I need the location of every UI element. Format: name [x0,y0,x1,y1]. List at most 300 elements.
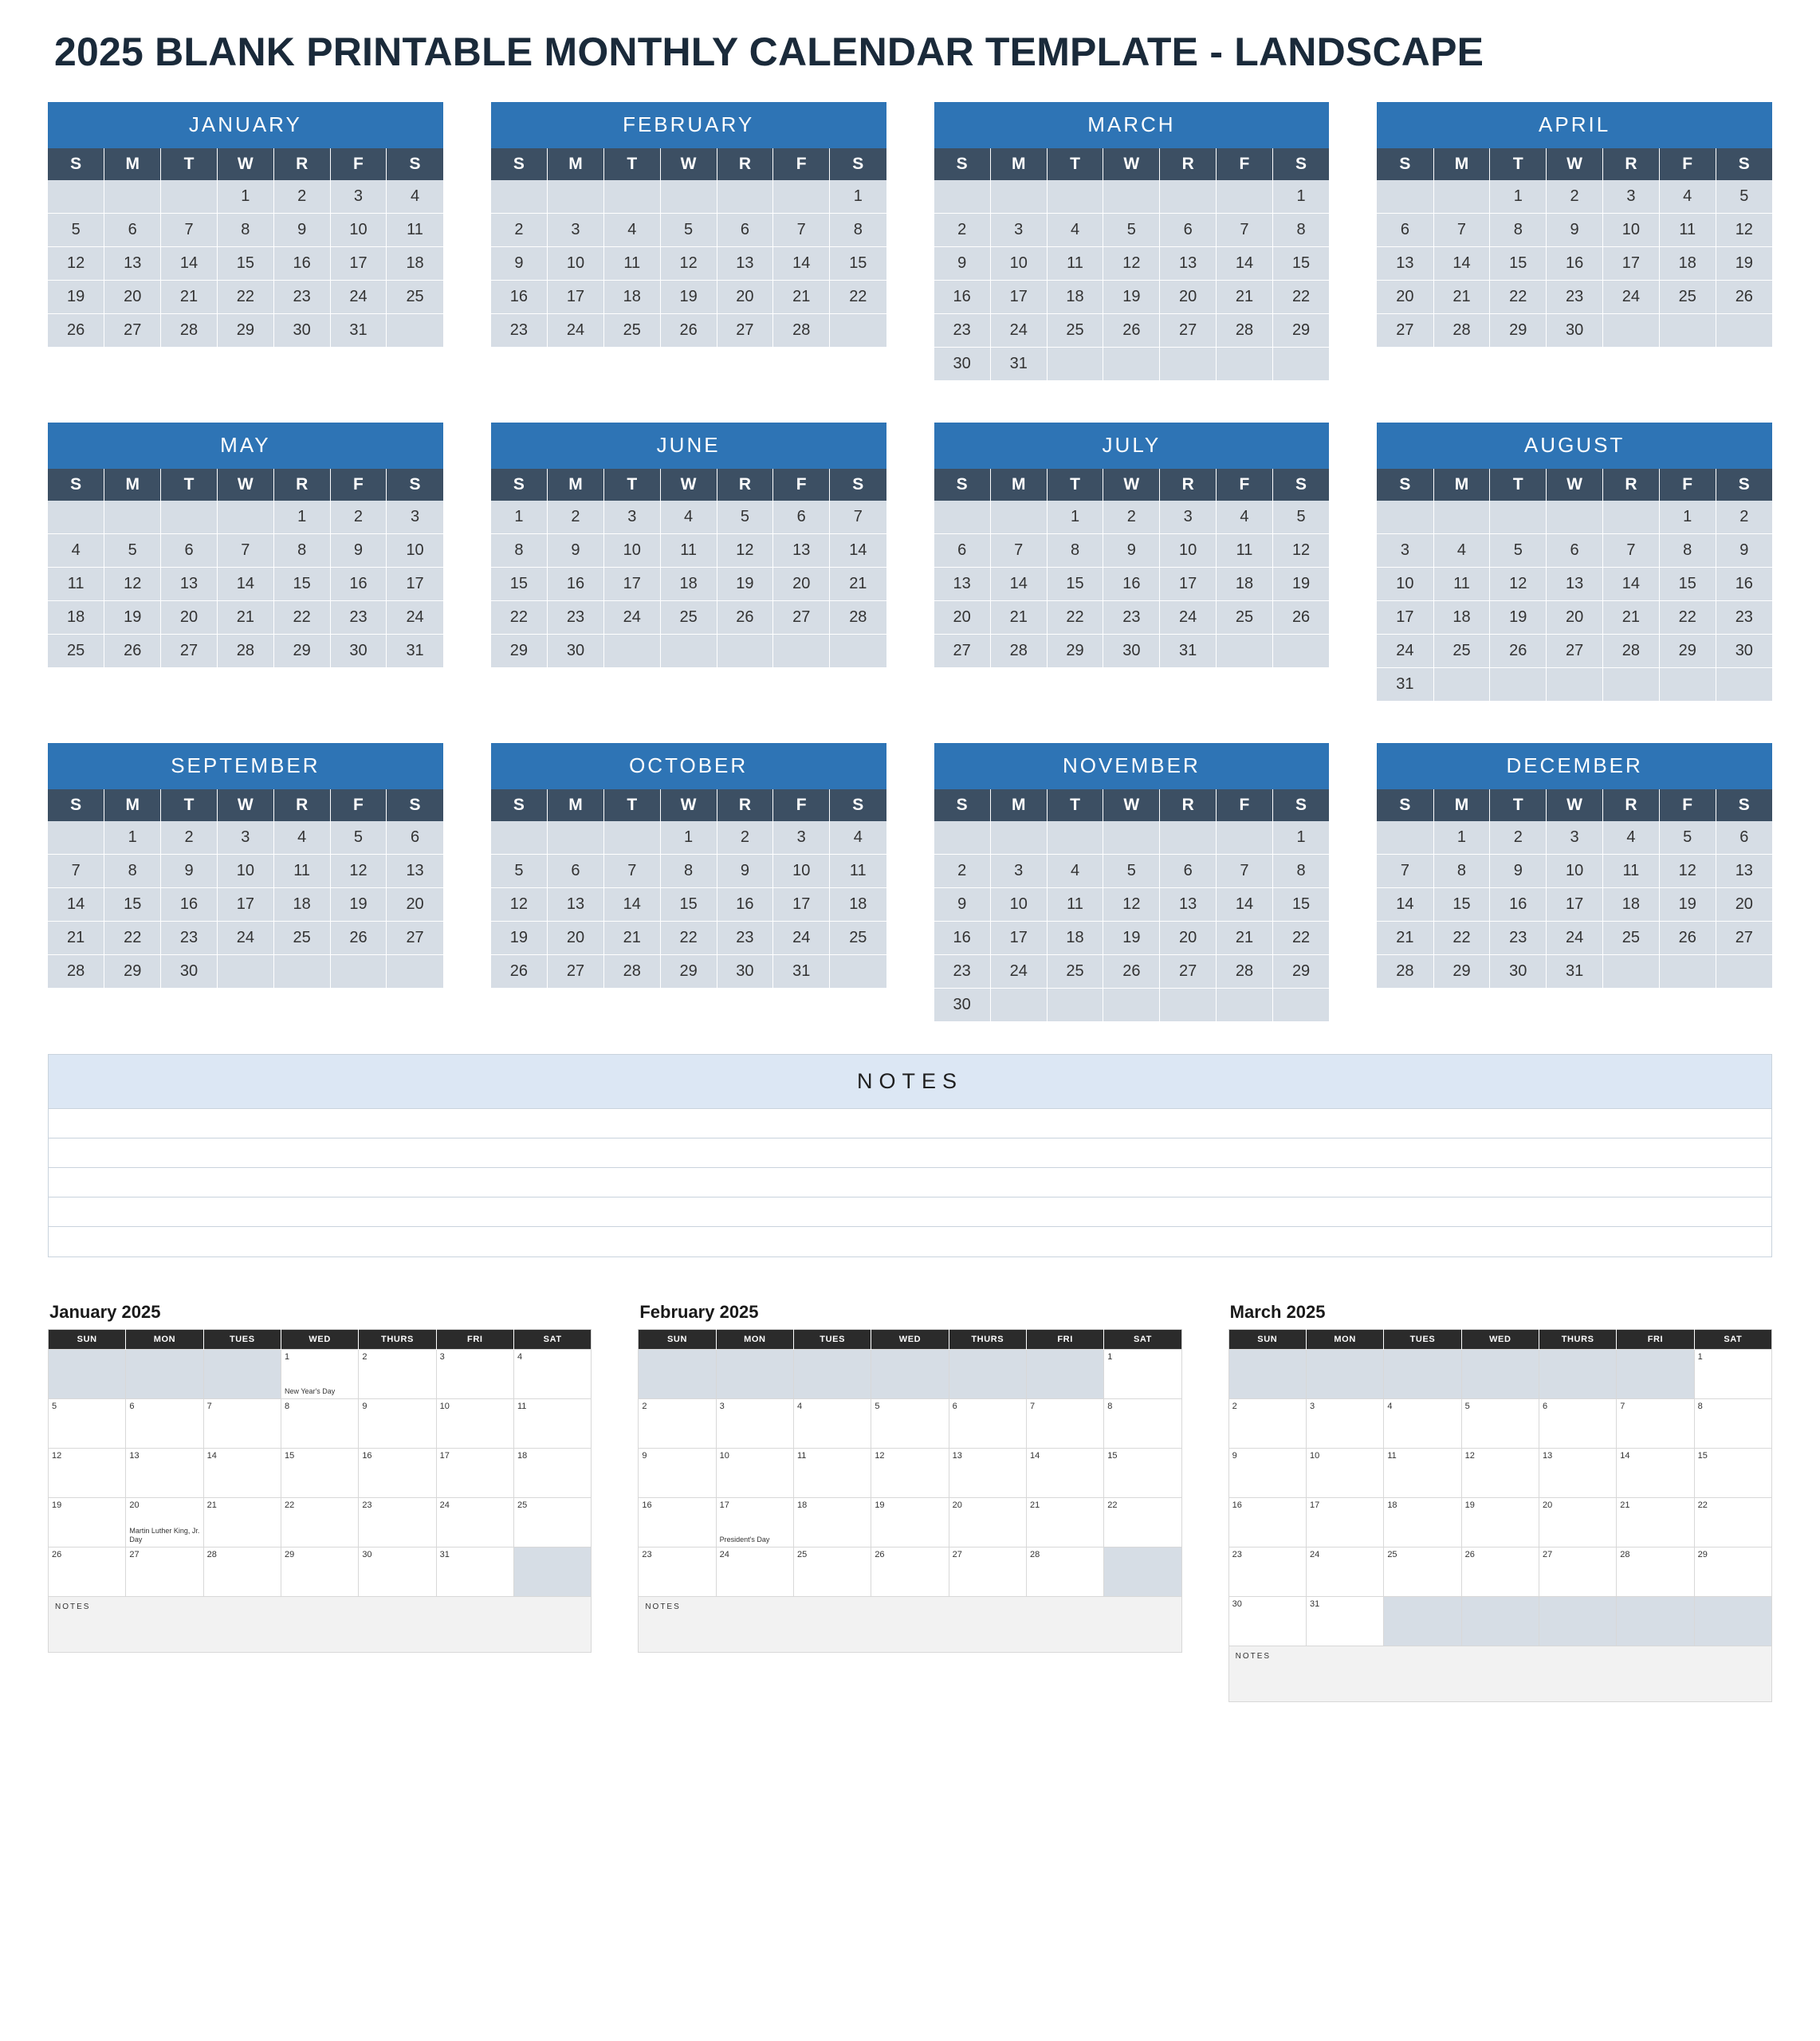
mini-day-cell[interactable]: 22 [1272,922,1329,955]
mini-day-cell[interactable]: 9 [934,247,991,281]
mini-day-cell[interactable]: 10 [1377,568,1433,601]
mini-day-cell[interactable]: 31 [1377,668,1433,702]
detail-day-cell[interactable] [359,1350,436,1399]
mini-day-cell[interactable]: 30 [1547,314,1603,348]
mini-day-cell[interactable]: 9 [548,534,604,568]
mini-day-cell[interactable]: 15 [1272,888,1329,922]
mini-day-cell[interactable]: 7 [48,855,104,888]
mini-day-cell[interactable]: 20 [1160,922,1217,955]
mini-day-cell[interactable]: 8 [1272,214,1329,247]
mini-day-cell[interactable]: 10 [548,247,604,281]
mini-day-cell[interactable]: 2 [1490,821,1547,855]
mini-day-cell[interactable]: 21 [603,922,660,955]
mini-day-cell[interactable]: 20 [1716,888,1772,922]
mini-day-cell[interactable]: 13 [1377,247,1433,281]
mini-day-cell[interactable]: 4 [1047,855,1103,888]
mini-day-cell[interactable]: 28 [217,635,273,668]
mini-day-cell[interactable]: 18 [1047,281,1103,314]
mini-day-cell[interactable]: 6 [1160,214,1217,247]
mini-day-cell[interactable]: 27 [387,922,443,955]
mini-day-cell[interactable]: 15 [104,888,161,922]
mini-day-cell[interactable]: 5 [717,501,773,534]
mini-day-cell[interactable]: 28 [1217,955,1273,989]
detail-day-cell[interactable] [359,1547,436,1597]
mini-day-cell[interactable]: 14 [1217,247,1273,281]
mini-day-cell[interactable]: 14 [990,568,1047,601]
mini-day-cell[interactable]: 3 [773,821,830,855]
mini-day-cell[interactable]: 25 [48,635,104,668]
mini-day-cell[interactable]: 8 [660,855,717,888]
mini-day-cell[interactable]: 28 [1377,955,1433,989]
notes-line[interactable] [49,1138,1771,1168]
mini-day-cell[interactable]: 2 [491,214,548,247]
mini-day-cell[interactable]: 28 [773,314,830,348]
mini-day-cell[interactable]: 19 [1272,568,1329,601]
detail-day-cell[interactable] [949,1498,1026,1547]
mini-day-cell[interactable]: 16 [330,568,387,601]
mini-day-cell[interactable]: 14 [603,888,660,922]
mini-day-cell[interactable]: 8 [1272,855,1329,888]
detail-day-cell[interactable] [716,1547,793,1597]
notes-lines[interactable] [49,1109,1771,1256]
detail-day-cell[interactable] [1026,1547,1103,1597]
mini-day-cell[interactable]: 30 [161,955,218,989]
detail-day-cell[interactable] [716,1498,793,1547]
mini-day-cell[interactable]: 16 [1103,568,1160,601]
mini-day-cell[interactable]: 20 [104,281,161,314]
mini-day-cell[interactable]: 25 [273,922,330,955]
mini-day-cell[interactable]: 13 [1160,247,1217,281]
mini-day-cell[interactable]: 6 [1547,534,1603,568]
mini-day-cell[interactable]: 3 [1603,180,1660,214]
mini-day-cell[interactable]: 20 [548,922,604,955]
mini-day-cell[interactable]: 11 [1217,534,1273,568]
mini-day-cell[interactable]: 31 [1547,955,1603,989]
mini-day-cell[interactable]: 30 [1490,955,1547,989]
mini-day-cell[interactable]: 31 [387,635,443,668]
mini-day-cell[interactable]: 17 [330,247,387,281]
mini-day-cell[interactable]: 1 [660,821,717,855]
detail-day-cell[interactable] [1384,1547,1461,1597]
mini-day-cell[interactable]: 12 [1490,568,1547,601]
mini-day-cell[interactable]: 28 [603,955,660,989]
mini-day-cell[interactable]: 22 [217,281,273,314]
mini-day-cell[interactable]: 13 [934,568,991,601]
mini-day-cell[interactable]: 3 [603,501,660,534]
mini-day-cell[interactable]: 16 [717,888,773,922]
mini-day-cell[interactable]: 20 [1547,601,1603,635]
detail-day-cell[interactable] [1306,1399,1383,1449]
mini-day-cell[interactable]: 4 [273,821,330,855]
mini-day-cell[interactable]: 18 [1659,247,1716,281]
detail-day-cell[interactable] [49,1399,126,1449]
mini-day-cell[interactable]: 14 [1603,568,1660,601]
mini-day-cell[interactable]: 26 [330,922,387,955]
mini-day-cell[interactable]: 13 [1716,855,1772,888]
mini-day-cell[interactable]: 1 [1433,821,1490,855]
detail-day-cell[interactable] [49,1449,126,1498]
detail-day-cell[interactable] [1384,1449,1461,1498]
detail-day-cell[interactable] [281,1498,358,1547]
detail-day-cell[interactable] [639,1449,716,1498]
mini-day-cell[interactable]: 29 [1490,314,1547,348]
mini-day-cell[interactable]: 20 [1377,281,1433,314]
mini-day-cell[interactable]: 29 [273,635,330,668]
mini-day-cell[interactable]: 23 [1716,601,1772,635]
mini-day-cell[interactable]: 12 [1716,214,1772,247]
mini-day-cell[interactable]: 4 [1047,214,1103,247]
detail-day-cell[interactable] [1104,1350,1181,1399]
mini-day-cell[interactable]: 18 [387,247,443,281]
mini-day-cell[interactable]: 6 [104,214,161,247]
mini-day-cell[interactable]: 3 [1160,501,1217,534]
detail-day-cell[interactable] [1026,1449,1103,1498]
mini-day-cell[interactable]: 19 [660,281,717,314]
mini-day-cell[interactable]: 5 [330,821,387,855]
mini-day-cell[interactable]: 9 [717,855,773,888]
mini-day-cell[interactable]: 4 [660,501,717,534]
mini-day-cell[interactable]: 24 [990,314,1047,348]
detail-day-cell[interactable] [871,1498,949,1547]
detail-day-cell[interactable] [871,1449,949,1498]
mini-day-cell[interactable]: 15 [1047,568,1103,601]
mini-day-cell[interactable]: 14 [1217,888,1273,922]
detail-day-cell[interactable] [203,1547,281,1597]
mini-day-cell[interactable]: 24 [1160,601,1217,635]
mini-day-cell[interactable]: 16 [548,568,604,601]
mini-day-cell[interactable]: 15 [273,568,330,601]
mini-day-cell[interactable]: 20 [773,568,830,601]
mini-day-cell[interactable]: 8 [217,214,273,247]
mini-day-cell[interactable]: 29 [1433,955,1490,989]
mini-day-cell[interactable]: 23 [273,281,330,314]
mini-day-cell[interactable]: 10 [1603,214,1660,247]
mini-day-cell[interactable]: 17 [1547,888,1603,922]
detail-day-cell[interactable] [203,1498,281,1547]
detail-day-cell[interactable] [436,1449,513,1498]
mini-day-cell[interactable]: 17 [603,568,660,601]
mini-day-cell[interactable]: 18 [1217,568,1273,601]
detail-day-cell[interactable] [716,1399,793,1449]
mini-day-cell[interactable]: 21 [1217,922,1273,955]
mini-day-cell[interactable]: 12 [717,534,773,568]
mini-day-cell[interactable]: 3 [1377,534,1433,568]
mini-day-cell[interactable]: 29 [1272,955,1329,989]
mini-day-cell[interactable]: 5 [1103,214,1160,247]
mini-day-cell[interactable]: 24 [548,314,604,348]
mini-day-cell[interactable]: 14 [48,888,104,922]
mini-day-cell[interactable]: 13 [1547,568,1603,601]
detail-day-cell[interactable] [436,1399,513,1449]
mini-day-cell[interactable]: 3 [990,214,1047,247]
mini-day-cell[interactable]: 29 [104,955,161,989]
detail-day-cell[interactable] [949,1547,1026,1597]
mini-day-cell[interactable]: 21 [990,601,1047,635]
mini-day-cell[interactable]: 11 [1603,855,1660,888]
mini-day-cell[interactable]: 6 [717,214,773,247]
mini-day-cell[interactable]: 16 [161,888,218,922]
mini-day-cell[interactable]: 15 [217,247,273,281]
mini-day-cell[interactable]: 22 [104,922,161,955]
mini-day-cell[interactable]: 17 [217,888,273,922]
mini-day-cell[interactable]: 27 [104,314,161,348]
mini-day-cell[interactable]: 14 [830,534,886,568]
mini-day-cell[interactable]: 19 [1103,281,1160,314]
mini-day-cell[interactable]: 20 [1160,281,1217,314]
mini-day-cell[interactable]: 25 [603,314,660,348]
mini-day-cell[interactable]: 3 [387,501,443,534]
detail-day-cell[interactable] [281,1399,358,1449]
mini-day-cell[interactable]: 14 [1377,888,1433,922]
mini-day-cell[interactable]: 4 [1217,501,1273,534]
mini-day-cell[interactable]: 9 [161,855,218,888]
mini-day-cell[interactable]: 19 [1659,888,1716,922]
mini-day-cell[interactable]: 6 [161,534,218,568]
mini-day-cell[interactable]: 7 [1217,214,1273,247]
mini-day-cell[interactable]: 26 [1272,601,1329,635]
notes-line[interactable] [49,1168,1771,1197]
mini-day-cell[interactable]: 31 [1160,635,1217,668]
mini-day-cell[interactable]: 11 [603,247,660,281]
mini-day-cell[interactable]: 12 [1103,247,1160,281]
mini-day-cell[interactable]: 3 [990,855,1047,888]
mini-day-cell[interactable]: 18 [1603,888,1660,922]
mini-day-cell[interactable]: 12 [491,888,548,922]
mini-day-cell[interactable]: 15 [660,888,717,922]
mini-day-cell[interactable]: 2 [1103,501,1160,534]
detail-day-cell[interactable] [949,1399,1026,1449]
mini-day-cell[interactable]: 28 [1603,635,1660,668]
detail-day-cell[interactable] [281,1547,358,1597]
mini-day-cell[interactable]: 6 [1160,855,1217,888]
mini-day-cell[interactable]: 3 [1547,821,1603,855]
mini-day-cell[interactable]: 24 [330,281,387,314]
detail-day-cell[interactable] [1694,1449,1771,1498]
mini-day-cell[interactable]: 20 [161,601,218,635]
detail-day-cell[interactable] [126,1399,203,1449]
detail-day-cell[interactable] [359,1449,436,1498]
mini-day-cell[interactable]: 12 [660,247,717,281]
mini-day-cell[interactable]: 27 [717,314,773,348]
mini-day-cell[interactable]: 19 [1716,247,1772,281]
detail-day-cell[interactable] [1026,1498,1103,1547]
mini-day-cell[interactable]: 13 [773,534,830,568]
mini-day-cell[interactable]: 16 [273,247,330,281]
detail-day-cell[interactable] [1228,1597,1306,1646]
mini-day-cell[interactable]: 30 [934,989,991,1022]
mini-day-cell[interactable]: 14 [217,568,273,601]
mini-day-cell[interactable]: 10 [387,534,443,568]
mini-day-cell[interactable]: 4 [603,214,660,247]
mini-day-cell[interactable]: 24 [1603,281,1660,314]
mini-day-cell[interactable]: 2 [717,821,773,855]
detail-day-cell[interactable] [436,1498,513,1547]
mini-day-cell[interactable]: 26 [491,955,548,989]
mini-day-cell[interactable]: 29 [1047,635,1103,668]
mini-day-cell[interactable]: 8 [1047,534,1103,568]
mini-day-cell[interactable]: 23 [330,601,387,635]
mini-day-cell[interactable]: 16 [1547,247,1603,281]
mini-day-cell[interactable]: 2 [330,501,387,534]
detail-day-cell[interactable] [716,1449,793,1498]
mini-day-cell[interactable]: 25 [1659,281,1716,314]
mini-day-cell[interactable]: 27 [1160,314,1217,348]
detail-day-cell[interactable] [1228,1399,1306,1449]
mini-day-cell[interactable]: 7 [1603,534,1660,568]
mini-day-cell[interactable]: 18 [48,601,104,635]
mini-day-cell[interactable]: 6 [1716,821,1772,855]
mini-day-cell[interactable]: 22 [1659,601,1716,635]
mini-day-cell[interactable]: 11 [387,214,443,247]
mini-day-cell[interactable]: 19 [330,888,387,922]
mini-day-cell[interactable]: 17 [1377,601,1433,635]
mini-day-cell[interactable]: 4 [387,180,443,214]
mini-day-cell[interactable]: 2 [548,501,604,534]
mini-day-cell[interactable]: 15 [1272,247,1329,281]
mini-day-cell[interactable]: 16 [934,922,991,955]
mini-day-cell[interactable]: 19 [717,568,773,601]
mini-day-cell[interactable]: 19 [1103,922,1160,955]
mini-day-cell[interactable]: 5 [491,855,548,888]
mini-day-cell[interactable]: 19 [48,281,104,314]
mini-day-cell[interactable]: 25 [1047,314,1103,348]
mini-day-cell[interactable]: 24 [773,922,830,955]
mini-day-cell[interactable]: 28 [830,601,886,635]
mini-day-cell[interactable]: 4 [48,534,104,568]
mini-day-cell[interactable]: 6 [548,855,604,888]
notes-line[interactable] [49,1109,1771,1138]
mini-day-cell[interactable]: 1 [1659,501,1716,534]
mini-day-cell[interactable]: 8 [1433,855,1490,888]
detail-day-cell[interactable] [639,1547,716,1597]
mini-day-cell[interactable]: 21 [773,281,830,314]
mini-day-cell[interactable]: 8 [1490,214,1547,247]
detail-day-cell[interactable] [1694,1350,1771,1399]
mini-day-cell[interactable]: 30 [934,348,991,381]
mini-day-cell[interactable]: 27 [1716,922,1772,955]
mini-day-cell[interactable]: 5 [1103,855,1160,888]
mini-day-cell[interactable]: 17 [773,888,830,922]
month-notes-area[interactable]: NOTES [48,1597,592,1653]
mini-day-cell[interactable]: 10 [990,888,1047,922]
mini-day-cell[interactable]: 3 [548,214,604,247]
mini-day-cell[interactable]: 15 [1490,247,1547,281]
mini-day-cell[interactable]: 8 [104,855,161,888]
detail-day-cell[interactable] [1539,1498,1616,1547]
detail-day-cell[interactable] [949,1449,1026,1498]
mini-day-cell[interactable]: 9 [491,247,548,281]
detail-day-cell[interactable] [359,1399,436,1449]
mini-day-cell[interactable]: 23 [717,922,773,955]
mini-day-cell[interactable]: 31 [773,955,830,989]
mini-day-cell[interactable]: 1 [1272,180,1329,214]
mini-day-cell[interactable]: 16 [1490,888,1547,922]
mini-day-cell[interactable]: 13 [104,247,161,281]
detail-day-cell[interactable] [1461,1498,1539,1547]
mini-day-cell[interactable]: 30 [717,955,773,989]
mini-day-cell[interactable]: 23 [1547,281,1603,314]
mini-day-cell[interactable]: 11 [1047,888,1103,922]
detail-day-cell[interactable] [513,1498,591,1547]
mini-day-cell[interactable]: 2 [1547,180,1603,214]
mini-day-cell[interactable]: 6 [387,821,443,855]
mini-day-cell[interactable]: 13 [161,568,218,601]
mini-day-cell[interactable]: 14 [773,247,830,281]
mini-day-cell[interactable]: 15 [830,247,886,281]
detail-day-cell[interactable] [1104,1399,1181,1449]
mini-day-cell[interactable]: 30 [548,635,604,668]
mini-day-cell[interactable]: 28 [1217,314,1273,348]
detail-day-cell[interactable] [359,1498,436,1547]
mini-day-cell[interactable]: 25 [1217,601,1273,635]
mini-day-cell[interactable]: 25 [387,281,443,314]
detail-day-cell[interactable] [1306,1449,1383,1498]
mini-day-cell[interactable]: 29 [491,635,548,668]
detail-day-cell[interactable] [513,1350,591,1399]
detail-day-cell[interactable] [203,1449,281,1498]
detail-day-cell[interactable] [1617,1498,1694,1547]
detail-day-cell[interactable] [49,1498,126,1547]
detail-day-cell[interactable] [513,1399,591,1449]
detail-day-cell[interactable] [1461,1547,1539,1597]
mini-day-cell[interactable]: 22 [491,601,548,635]
mini-day-cell[interactable]: 4 [1433,534,1490,568]
detail-day-cell[interactable] [436,1350,513,1399]
notes-line[interactable] [49,1227,1771,1256]
mini-day-cell[interactable]: 18 [603,281,660,314]
mini-day-cell[interactable]: 10 [330,214,387,247]
mini-day-cell[interactable]: 22 [830,281,886,314]
detail-day-cell[interactable] [1461,1449,1539,1498]
detail-day-cell[interactable] [1539,1399,1616,1449]
mini-day-cell[interactable]: 3 [217,821,273,855]
mini-day-cell[interactable]: 11 [273,855,330,888]
mini-day-cell[interactable]: 25 [1433,635,1490,668]
mini-day-cell[interactable]: 12 [330,855,387,888]
mini-day-cell[interactable]: 27 [1160,955,1217,989]
mini-day-cell[interactable]: 21 [830,568,886,601]
mini-day-cell[interactable]: 5 [1716,180,1772,214]
mini-day-cell[interactable]: 31 [990,348,1047,381]
mini-day-cell[interactable]: 22 [1490,281,1547,314]
mini-day-cell[interactable]: 7 [217,534,273,568]
mini-day-cell[interactable]: 14 [1433,247,1490,281]
mini-day-cell[interactable]: 21 [1603,601,1660,635]
mini-day-cell[interactable]: 5 [104,534,161,568]
mini-day-cell[interactable]: 13 [387,855,443,888]
mini-day-cell[interactable]: 21 [161,281,218,314]
mini-day-cell[interactable]: 17 [1160,568,1217,601]
detail-day-cell[interactable] [1104,1449,1181,1498]
detail-day-cell[interactable] [1104,1498,1181,1547]
mini-day-cell[interactable]: 18 [1047,922,1103,955]
mini-day-cell[interactable]: 21 [48,922,104,955]
mini-day-cell[interactable]: 27 [1547,635,1603,668]
mini-day-cell[interactable]: 4 [1603,821,1660,855]
mini-day-cell[interactable]: 2 [161,821,218,855]
mini-day-cell[interactable]: 5 [660,214,717,247]
mini-day-cell[interactable]: 12 [104,568,161,601]
mini-day-cell[interactable]: 9 [1547,214,1603,247]
mini-day-cell[interactable]: 24 [387,601,443,635]
mini-day-cell[interactable]: 25 [830,922,886,955]
detail-day-cell[interactable] [1694,1498,1771,1547]
mini-day-cell[interactable]: 10 [990,247,1047,281]
mini-day-cell[interactable]: 30 [1716,635,1772,668]
mini-day-cell[interactable]: 13 [548,888,604,922]
mini-day-cell[interactable]: 27 [773,601,830,635]
month-notes-area[interactable]: NOTES [1228,1646,1772,1702]
